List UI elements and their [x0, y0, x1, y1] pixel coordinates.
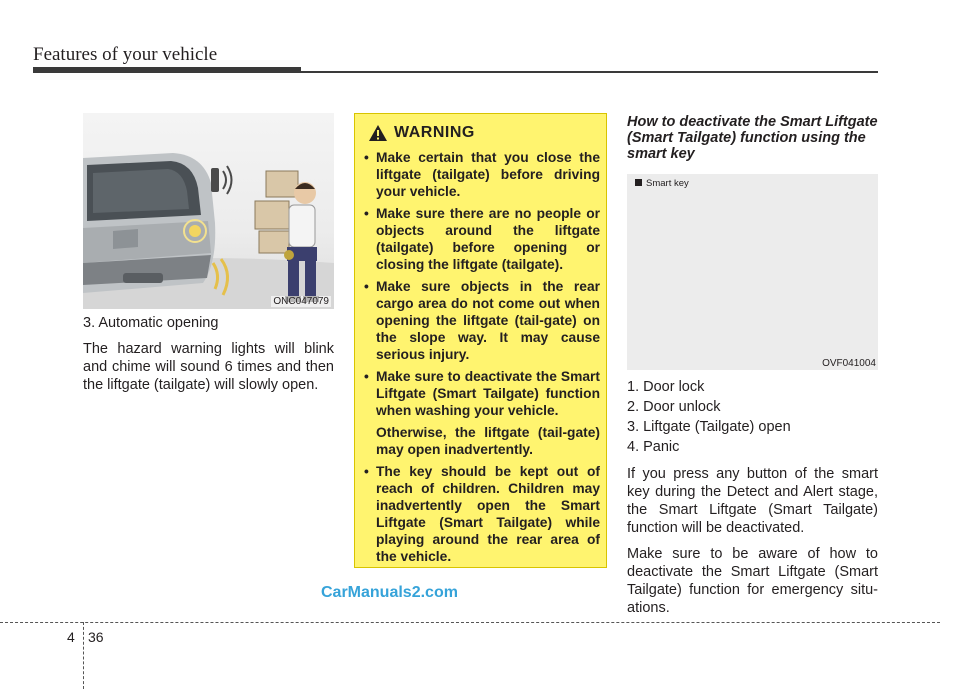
warning-item-text: Make sure to deactivate the Smart Liftgate (Smart Tailgate) function when washing your vehicle. [376, 369, 600, 418]
warning-header [368, 124, 475, 142]
warning-item-text: Make certain that you close the liftgate (tailgate) before driving your vehicle. [376, 150, 600, 199]
warning-item-text: Make sure objects in the rear cargo area do not come out when opening the liftgate (tail-gate) on the slope way. It may cause serious injury. [376, 279, 600, 362]
warning-item [364, 463, 600, 565]
list-item: 4. Panic [627, 439, 680, 455]
left-column-text [83, 314, 334, 402]
warning-item [364, 205, 600, 273]
automatic-opening-body: The hazard warning lights will blink and chime will sound 6 times and then the liftgate (tailgate) will slowly open. [83, 341, 334, 393]
automatic-opening-title: 3. Automatic opening [83, 315, 219, 331]
warning-item [364, 149, 600, 200]
awareness-paragraph: Make sure to be aware of how to deactivate the Smart Liftgate (Smart Tailgate) function for emergency situ-ations. [627, 546, 878, 616]
section-heading: How to deactivate the Smart Liftgate (Smart Tailgate) function using the smart key [627, 114, 878, 162]
footer-divider [0, 622, 940, 623]
warning-item-text: Make sure there are no people or objects around the liftgate (tailgate) before opening or closing the liftgate (tailgate). [376, 206, 600, 272]
list-item: 3. Liftgate (Tailgate) open [627, 419, 791, 435]
warning-item-text: The key should be kept out of reach of children. Children may inadvertently open the Smart Liftgate (Smart Tailgate) while playing around the rear area of the vehicle. [376, 464, 600, 564]
liftgate-illustration [83, 113, 334, 309]
figure-label [635, 178, 689, 189]
footer-vertical-divider [83, 622, 84, 689]
header-rule [301, 71, 878, 73]
warning-list [364, 149, 600, 570]
right-column-text [627, 465, 878, 625]
deactivate-paragraph: If you press any button of the smart key during the Detect and Alert stage, the Smart Liftgate (Smart Tailgate) function will be deactivated. [627, 466, 878, 536]
warning-item-note: Otherwise, the liftgate (tail-gate) may open inadvertently. [376, 425, 600, 457]
header-bar [33, 67, 301, 73]
figure-caption: OVF041004 [822, 358, 876, 369]
figure-caption: ONC047079 [273, 296, 329, 307]
warning-item [364, 278, 600, 363]
list-item: 2. Door unlock [627, 399, 721, 415]
watermark-link[interactable]: CarManuals2.com [321, 584, 458, 601]
smart-key-figure [627, 174, 878, 370]
car-and-person-image [83, 113, 334, 309]
list-item: 1. Door lock [627, 379, 705, 395]
section-number: 4 [67, 629, 75, 645]
warning-box [354, 113, 607, 568]
page-header-title: Features of your vehicle [33, 44, 218, 65]
figure-label-text: Smart key [646, 178, 689, 189]
warning-title: WARNING [394, 124, 475, 141]
warning-triangle-icon [368, 124, 388, 142]
square-bullet-icon [635, 179, 642, 186]
page-number: 36 [88, 629, 104, 645]
button-list [627, 378, 878, 458]
warning-item [364, 368, 600, 458]
